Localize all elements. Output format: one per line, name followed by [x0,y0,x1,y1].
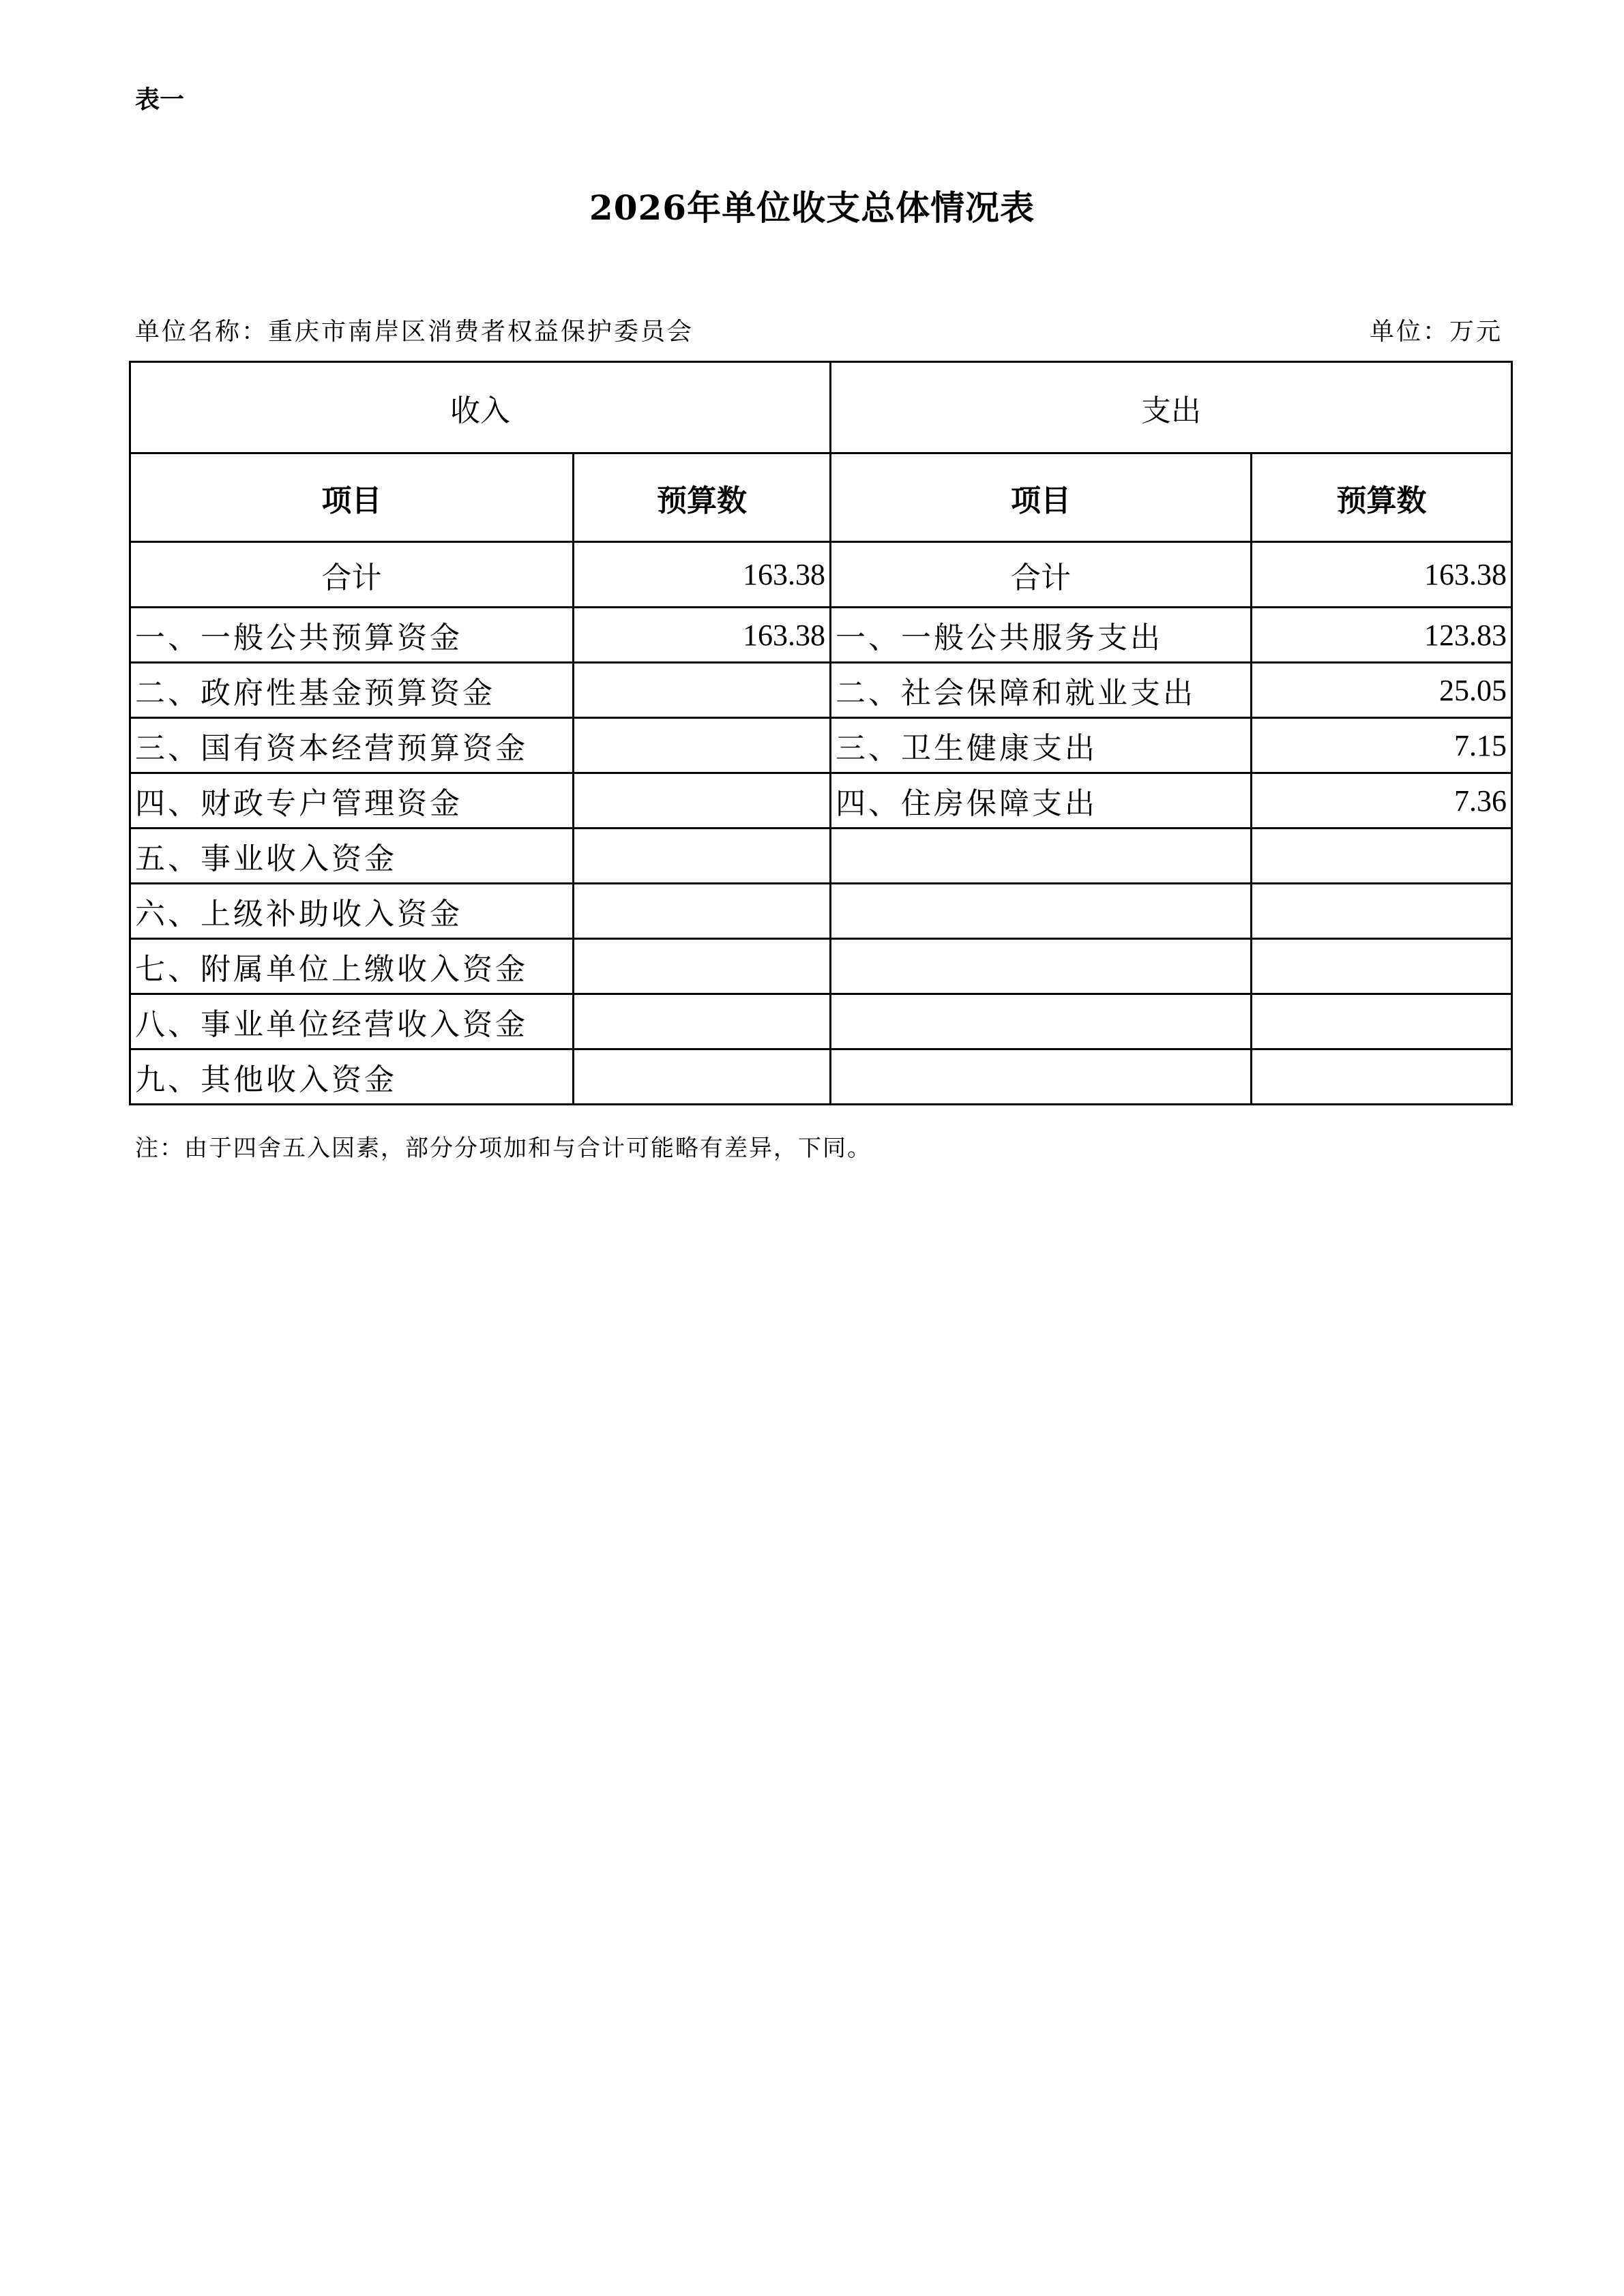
expense-value [1252,939,1512,994]
expense-total-label: 合计 [831,542,1252,608]
expense-item [831,939,1252,994]
income-value [574,994,831,1049]
table-row [130,663,1512,718]
income-item: 九、其他收入资金 [130,1049,574,1105]
total-row [130,542,1512,608]
expense-value [1252,994,1512,1049]
income-item: 八、事业单位经营收入资金 [130,994,574,1049]
expense-item [831,1049,1252,1105]
income-item: 三、国有资本经营预算资金 [130,718,574,773]
page-title: 2026年单位收支总体情况表 [589,188,1035,228]
income-header: 收入 [130,362,831,453]
expense-value [1252,1049,1512,1105]
income-item: 二、政府性基金预算资金 [130,663,574,718]
income-total-value: 163.38 [574,542,831,608]
income-value [574,773,831,829]
unit-name: 单位名称：重庆市南岸区消费者权益保护委员会 [135,318,694,346]
income-value [574,829,831,884]
income-item: 七、附属单位上缴收入资金 [130,939,574,994]
header-row-sub [130,453,1512,542]
expense-item-header: 项目 [831,453,1252,542]
income-value [574,884,831,939]
expense-value [1252,884,1512,939]
income-item: 一、一般公共预算资金 [130,608,574,663]
expense-value [1252,829,1512,884]
table-label: 表一 [135,86,185,114]
income-value [574,663,831,718]
header-row-main [130,362,1512,453]
expense-item [831,884,1252,939]
income-item-header: 项目 [130,453,574,542]
table-row [130,608,1512,663]
unit-label: 单位：万元 [1369,318,1503,346]
income-value [574,718,831,773]
income-item: 六、上级补助收入资金 [130,884,574,939]
table-row [130,994,1512,1049]
table-row [130,884,1512,939]
expense-item: 四、住房保障支出 [831,773,1252,829]
income-item: 四、财政专户管理资金 [130,773,574,829]
table-row [130,939,1512,994]
budget-table [129,361,1513,1105]
footnote: 注：由于四舍五入因素，部分分项加和与合计可能略有差异，下同。 [135,1135,872,1162]
expense-total-value: 163.38 [1252,542,1512,608]
expense-item [831,829,1252,884]
income-value [574,939,831,994]
expense-item [831,994,1252,1049]
income-value [574,1049,831,1105]
expense-item: 一、一般公共服务支出 [831,608,1252,663]
income-total-label: 合计 [130,542,574,608]
expense-item: 三、卫生健康支出 [831,718,1252,773]
expense-value: 7.15 [1252,718,1512,773]
expense-value: 25.05 [1252,663,1512,718]
expense-value: 7.36 [1252,773,1512,829]
expense-header: 支出 [831,362,1512,453]
income-item: 五、事业收入资金 [130,829,574,884]
table-row [130,1049,1512,1105]
table-row [130,773,1512,829]
expense-item: 二、社会保障和就业支出 [831,663,1252,718]
table-row [130,718,1512,773]
expense-budget-header: 预算数 [1252,453,1512,542]
income-budget-header: 预算数 [574,453,831,542]
income-value: 163.38 [574,608,831,663]
table-row [130,829,1512,884]
expense-value: 123.83 [1252,608,1512,663]
